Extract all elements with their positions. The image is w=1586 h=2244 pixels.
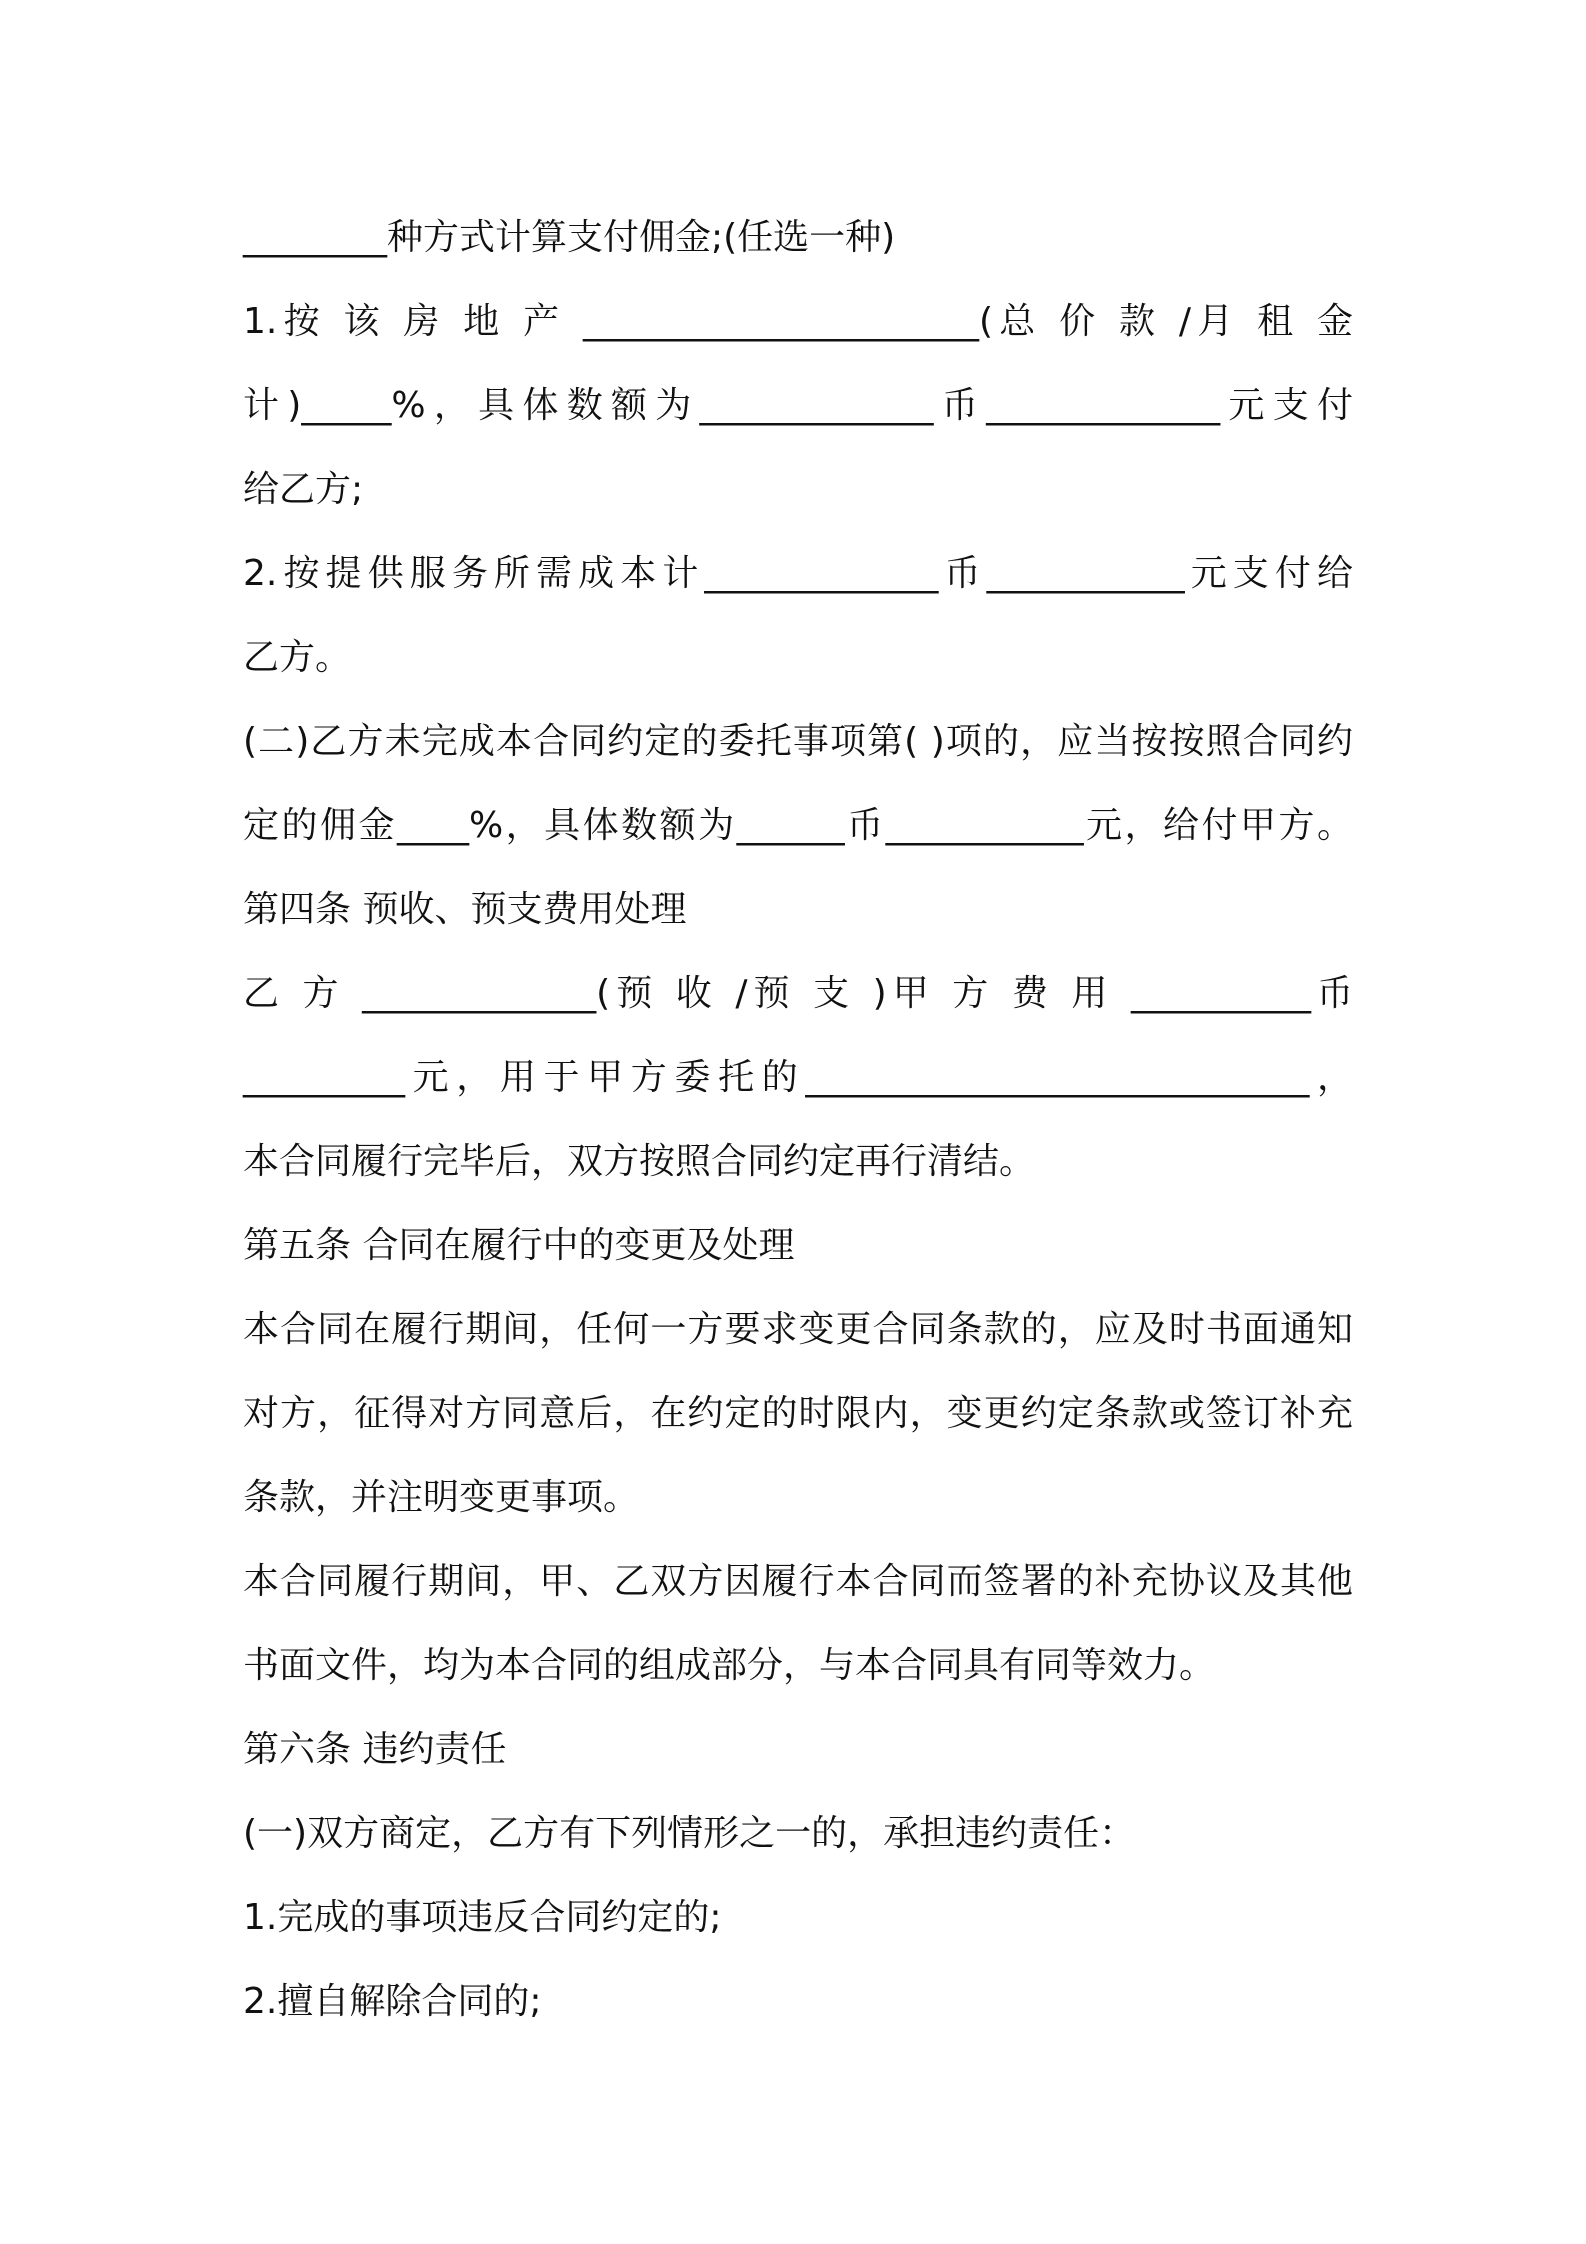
text-line: 2.擅自解除合同的; xyxy=(243,1981,542,2022)
text-line: _________元，用于甲方委托的____________________________， xyxy=(243,1057,1353,1098)
text-line: 计)_____%，具体数额为_____________币_____________元支付 xyxy=(243,385,1353,426)
text-line: 1.完成的事项违反合同约定的; xyxy=(243,1897,722,1938)
section-heading: 第五条 合同在履行中的变更及处理 xyxy=(243,1225,795,1266)
text-line: (一)双方商定，乙方有下列情形之一的，承担违约责任： xyxy=(243,1813,1136,1854)
text-line: 书面文件，均为本合同的组成部分，与本合同具有同等效力。 xyxy=(243,1645,1216,1686)
document-body xyxy=(243,196,1353,2044)
text-line: 本合同履行期间，甲、乙双方因履行本合同而签署的补充协议及其他 xyxy=(243,1561,1353,1602)
text-line: 1.按 该 房 地 产 ______________________(总 价 款 /月 租 金 xyxy=(243,301,1353,342)
text-line: 条款，并注明变更事项。 xyxy=(243,1477,640,1518)
section-heading: 第四条 预收、预支费用处理 xyxy=(243,889,687,930)
text-line: 本合同履行完毕后，双方按照合同约定再行清结。 xyxy=(243,1141,1036,1182)
text-line: 对方，征得对方同意后，在约定的时限内，变更约定条款或签订补充 xyxy=(243,1393,1353,1434)
text-line: 2.按提供服务所需成本计_____________币___________元支付给 xyxy=(243,553,1353,594)
text-line: 本合同在履行期间，任何一方要求变更合同条款的，应及时书面通知 xyxy=(243,1309,1353,1350)
section-heading: 第六条 违约责任 xyxy=(243,1729,507,1770)
text-line: 定的佣金____%，具体数额为______币___________元，给付甲方。 xyxy=(243,805,1353,846)
text-line: 乙方。 xyxy=(243,637,352,678)
text-line: ________种方式计算支付佣金;(任选一种) xyxy=(243,217,896,258)
text-line: 给乙方; xyxy=(243,469,364,510)
text-line: (二)乙方未完成本合同约定的委托事项第( )项的，应当按按照合同约 xyxy=(243,721,1353,762)
text-line: 乙 方 _____________(预 收 /预 支 )甲 方 费 用 __________币 xyxy=(243,973,1353,1014)
